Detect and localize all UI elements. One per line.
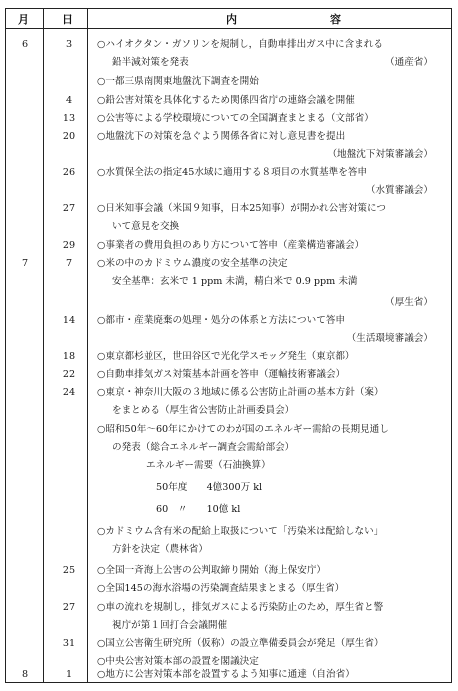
month-cell: 7: [21, 258, 29, 269]
entry-text: ○東京・神奈川大阪の３地域に係る公害防止計画の基本方針（案）: [97, 387, 384, 398]
day-cell: 13: [62, 113, 76, 124]
entry-text: ○地方に公害対策本部を設置するよう知事に通達（自治省）: [97, 669, 355, 680]
entry-source-note: （厚生省）: [385, 297, 433, 308]
energy-demand-heading: エネルギー需要（石油換算）: [146, 460, 271, 471]
entry-text: ○事業者の費用負担のあり方について答申（産業構造審議会）: [97, 240, 365, 251]
day-cell: 29: [62, 240, 76, 251]
day-cell: 3: [65, 39, 73, 50]
entry-text: ○地盤沈下の対策を急ぐよう関係各省に対し意見書を提出: [97, 131, 346, 142]
chronology-table: [5, 8, 452, 683]
entry-text: ○鉛公害対策を具体化するため関係四省庁の連絡会議を開催: [97, 95, 355, 106]
entry-continuation: 鉛半減対策を発表: [112, 57, 189, 68]
day-cell: 25: [62, 565, 76, 576]
entry-source-note: （通産省）: [385, 57, 433, 68]
day-cell: 18: [62, 351, 76, 362]
entry-text: ○車の流れを規制し，排気ガスによる汚染防止のため，厚生省と警: [97, 602, 384, 613]
header-content-2: 容: [330, 13, 341, 26]
entry-text: ○中央公害対策本部の設置を閣議決定: [97, 656, 259, 667]
entry-text: ○ハイオクタン・ガソリンを規制し，自動車排出ガス中に含まれる: [97, 39, 383, 50]
entry-text: ○全国145の海水浴場の汚染調査結果まとまる（厚生省）: [97, 583, 345, 594]
header-divider: [6, 28, 451, 29]
month-cell: 8: [21, 669, 29, 680]
day-cell: 7: [65, 258, 73, 269]
day-cell: 27: [62, 602, 76, 613]
entry-text: ○東京都杉並区，世田谷区で光化学スモッグ発生（東京都）: [97, 351, 355, 362]
entry-text: ○日米知事会議（米国９知事，日本25知事）が開かれ公害対策につ: [97, 203, 387, 214]
entry-continuation: 視庁が第１回打合会議開催: [112, 620, 228, 631]
entry-continuation: の発表（総合エネルギー調査会需給部会）: [112, 442, 295, 453]
day-cell: 22: [62, 369, 76, 380]
day-cell: 26: [62, 167, 76, 178]
entry-text: ○一都三県南関東地盤沈下調査を開始: [97, 76, 259, 87]
month-column-divider: [43, 9, 44, 682]
entry-continuation: 方針を決定（農林省）: [112, 544, 208, 555]
entry-source-note: （地盤沈下対策審議会）: [327, 149, 433, 160]
day-cell: 24: [62, 387, 76, 398]
day-cell: 4: [65, 95, 73, 106]
entry-text: ○自動車排気ガス対策基本計画を答申（運輸技術審議会）: [97, 369, 346, 380]
day-cell: 31: [62, 638, 76, 649]
entry-continuation: いて意見を交換: [112, 221, 180, 232]
entry-source-note: （水質審議会）: [365, 185, 433, 196]
day-cell: 27: [62, 203, 76, 214]
energy-demand-fy50: 50年度 4億300万 kl: [156, 482, 263, 493]
entry-continuation: をまとめる（厚生省公害防止計画委員会）: [112, 405, 295, 416]
entry-source-note: （生活環境審議会）: [346, 333, 433, 344]
entry-text: ○米の中のカドミウム濃度の安全基準の決定: [97, 258, 288, 269]
entry-continuation: 安全基準：玄米で 1 ppm 未満，精白米で 0.9 ppm 未満: [112, 276, 358, 287]
day-column-divider: [87, 9, 88, 682]
day-cell: 20: [62, 131, 76, 142]
entry-text: ○水質保全法の指定45水域に適用する８項目の水質基準を答申: [97, 167, 368, 178]
entry-text: ○昭和50年〜60年にかけてのわが国のエネルギー需給の長期見通し: [97, 424, 389, 435]
energy-demand-fy60: 60 〃 10億 kl: [156, 504, 241, 515]
entry-text: ○都市・産業廃棄の処理・処分の体系と方法について答申: [97, 315, 346, 326]
month-cell: 6: [21, 39, 29, 50]
header-month: 月: [18, 13, 29, 26]
entry-text: ○カドミウム含有米の配給上取扱について「汚染米は配給しない」: [97, 526, 384, 537]
entry-text: ○公害等による学校環境についての全国調査まとまる（文部省）: [97, 113, 374, 124]
header-day: 日: [62, 13, 73, 26]
entry-text: ○全国一斉海上公害の公判取締り開始（海上保安庁）: [97, 565, 327, 576]
entry-text: ○国立公害衛生研究所（仮称）の設立準備委員会が発足（厚生省）: [97, 638, 384, 649]
day-cell: 1: [65, 669, 73, 680]
day-cell: 14: [62, 315, 76, 326]
header-content-1: 内: [226, 13, 237, 26]
